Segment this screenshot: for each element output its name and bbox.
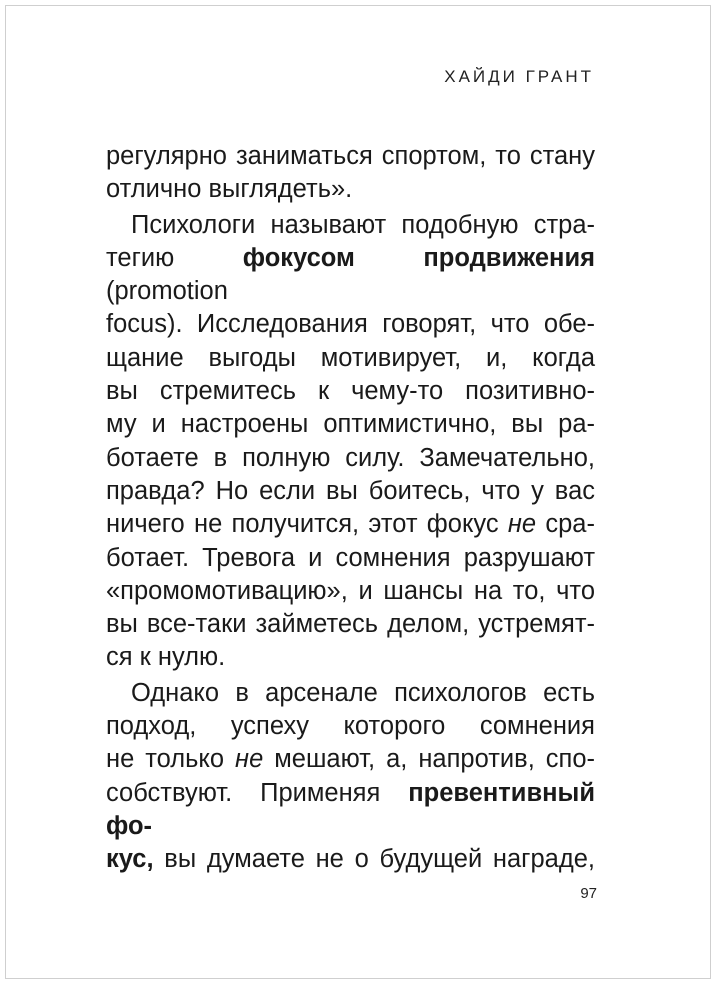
page-number: 97 — [580, 885, 597, 902]
italic-word: не — [507, 510, 537, 539]
paragraph-3 — [106, 677, 595, 877]
running-head: ХАЙДИ ГРАНТ — [444, 67, 594, 86]
paragraph-1 — [106, 140, 595, 207]
paragraph-2 — [106, 209, 595, 675]
text-line: Психологи называют подобную стра- — [131, 210, 595, 239]
bold-term: фокусом продвижения — [242, 243, 595, 272]
text-line: Однако в арсенале психологов есть — [131, 678, 595, 707]
text-line: правда? Но если вы боитесь, что у вас — [106, 476, 595, 505]
bold-term: кус, — [106, 845, 154, 874]
text-line: ботаете в полную силу. Замечательно, — [106, 443, 595, 472]
body-text — [106, 140, 595, 877]
text-line: не только не мешают, а, напротив, спо- — [106, 745, 595, 774]
text-line: вы все-таки займетесь делом, устремят- — [106, 610, 595, 639]
text-line: му и настроены оптимистично, вы ра- — [106, 410, 595, 439]
text-line: focus). Исследования говорят, что обе- — [106, 310, 595, 339]
text-line: кус, вы думаете не о будущей награде, — [106, 845, 595, 874]
text-line: отлично выглядеть». — [106, 175, 353, 204]
text-line: регулярно заниматься спортом, то стану — [106, 142, 595, 170]
text-line: ботает. Тревога и сомнения разрушают — [106, 543, 595, 572]
text-line: собствуют. Применяя превентивный фо- — [106, 778, 595, 840]
bold-term: превентивный фо- — [106, 778, 595, 840]
text-line: ся к нулю. — [106, 643, 226, 672]
text-line: тегию фокусом продвижения (promotion — [106, 243, 595, 306]
text-line: подход, успеху которого сомнения — [106, 712, 595, 741]
text-line: щание выгоды мотивирует, и, когда — [106, 343, 595, 372]
italic-word: не — [235, 745, 264, 774]
text-line: вы стремитесь к чему-то позитивно- — [106, 377, 595, 406]
text-line: ничего не получится, этот фокус не сра- — [106, 510, 595, 539]
text-line: «промомотивацию», и шансы на то, что — [106, 576, 595, 605]
